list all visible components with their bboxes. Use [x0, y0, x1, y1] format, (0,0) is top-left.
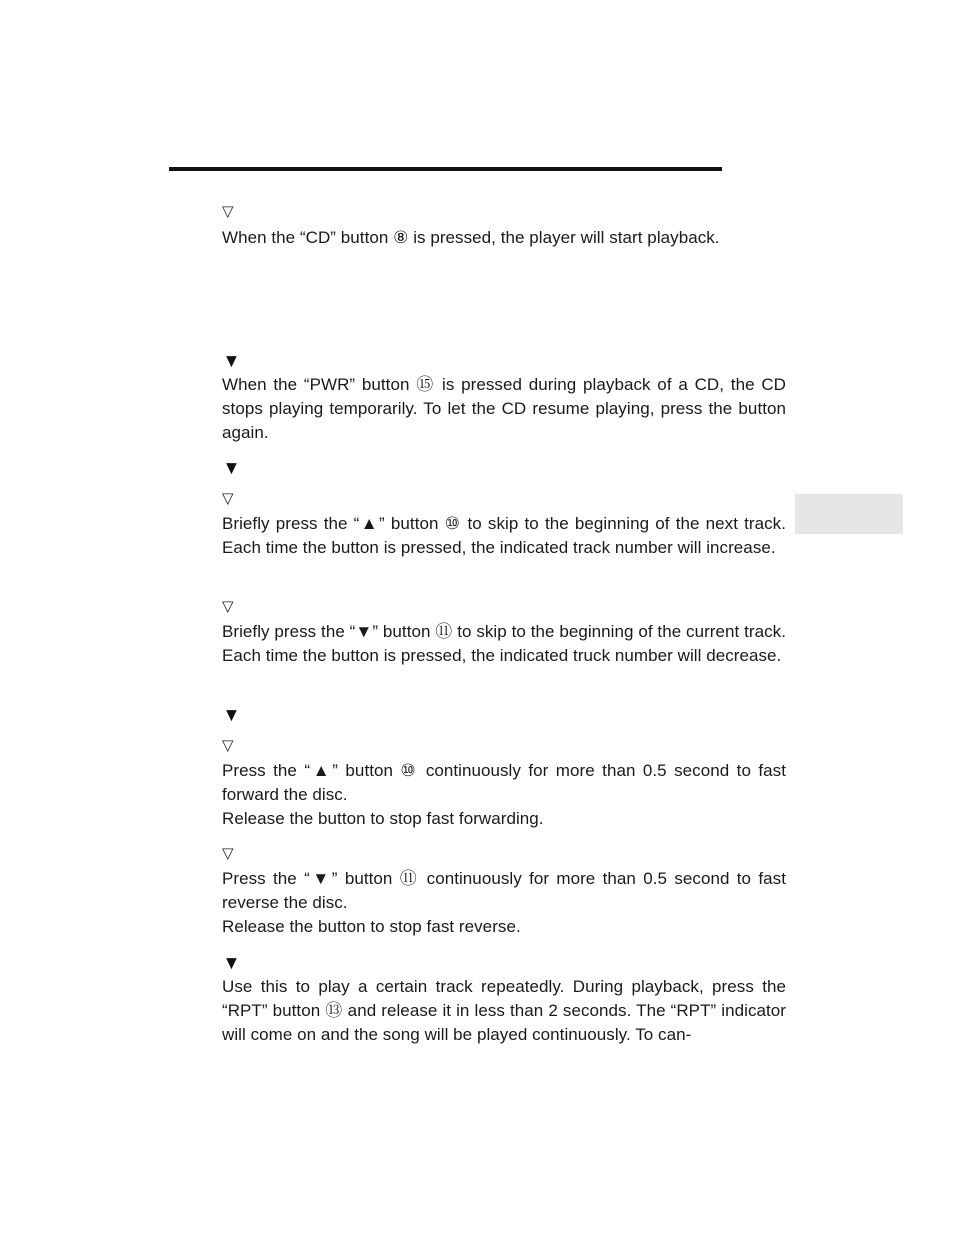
solid-triangle-icon: ▼ [222, 351, 241, 372]
paragraph-line: Use this to play a certain track repeatedly. During playback, press the “RPT” button ⑬ and release it in less than 2 seconds. The “RPT” indicator will come on and the song will be played continuously. To can- [222, 977, 786, 1044]
paragraph-fast-reverse [222, 867, 786, 939]
hollow-triangle-icon: ▽ [222, 203, 234, 220]
paragraph-line: Press the “▲” button ⑩ continuously for more than 0.5 second to fast forward the disc. [222, 761, 786, 804]
section-tab [795, 494, 903, 534]
hollow-triangle-icon: ▽ [222, 598, 234, 615]
paragraph-cd-play [222, 226, 786, 250]
paragraph-fast-forward [222, 759, 786, 831]
paragraph-pause [222, 373, 786, 445]
paragraph-skip-back [222, 620, 786, 668]
paragraph-line: Release the button to stop fast forwarding. [222, 809, 544, 828]
hollow-triangle-icon: ▽ [222, 845, 234, 862]
paragraph-line: When the “PWR” button ⑮ is pressed during playback of a CD, the CD stops playing temporarily. To let the CD resume playing, press the button again. [222, 375, 786, 442]
paragraph-line: Press the “▼” button ⑪ continuously for more than 0.5 second to fast reverse the disc. [222, 869, 786, 912]
hollow-triangle-icon: ▽ [222, 737, 234, 754]
hollow-triangle-icon: ▽ [222, 490, 234, 507]
paragraph-line: When the “CD” button ⑧ is pressed, the player will start playback. [222, 228, 720, 247]
paragraph-line: Briefly press the “▲” button ⑩ to skip to the beginning of the next track. Each time the button is pressed, the indicated track number will increase. [222, 514, 786, 557]
paragraph-line: Briefly press the “▼” button ⑪ to skip to the beginning of the current track. Each time the button is pressed, the indicated truck number will decrease. [222, 622, 786, 665]
paragraph-repeat [222, 975, 786, 1047]
header-rule [169, 167, 722, 171]
solid-triangle-icon: ▼ [222, 705, 241, 726]
solid-triangle-icon: ▼ [222, 458, 241, 479]
paragraph-skip-next [222, 512, 786, 560]
solid-triangle-icon: ▼ [222, 953, 241, 974]
paragraph-line: Release the button to stop fast reverse. [222, 917, 521, 936]
